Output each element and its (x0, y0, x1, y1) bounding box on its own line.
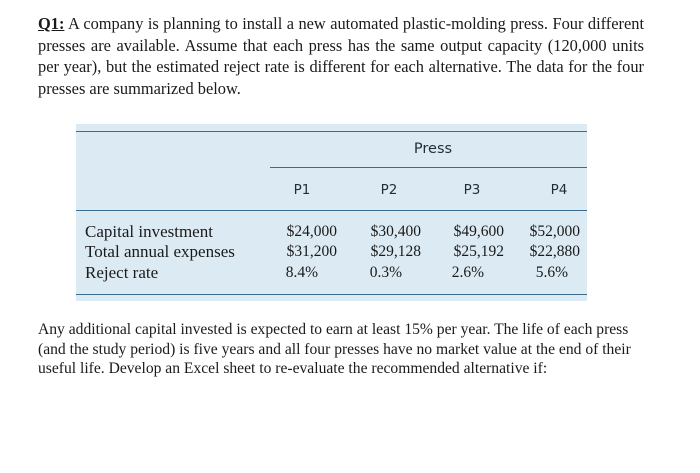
cell-reject-p2: 0.3% (369, 264, 402, 281)
question-label: Q1: (38, 14, 65, 33)
press-header-rule (270, 167, 587, 168)
cell-capital-p2: $30,400 (370, 223, 421, 240)
question-text: A company is planning to install a new automated plastic-molding press. Four different presses are available. Assume that each press has the same output capacity (120,000 units per year), but the estimated reject rate is different for each alternative. The data for the four presses are summarized below. (38, 14, 644, 98)
cell-capital-p4: $52,000 (529, 223, 580, 240)
cell-expenses-p3: $25,192 (453, 243, 504, 260)
row-label-reject-rate: Reject rate (85, 263, 159, 282)
instructions-paragraph: Any additional capital invested is expected to earn at least 15% per year. The life of each press (and the study period) is five years and all four presses have no market value at the end of their useful life. Develop an Excel sheet to re-evaluate the recommended alternative if: (38, 321, 631, 378)
table-bottom-rule (76, 294, 587, 295)
cell-expenses-p1: $31,200 (286, 243, 337, 260)
column-header-p4: P4 (550, 182, 568, 198)
column-header-p3: P3 (463, 182, 481, 198)
cell-expenses-p2: $29,128 (370, 243, 421, 260)
table-top-rule (76, 131, 587, 132)
row-label-total-annual-expenses: Total annual expenses (85, 242, 235, 261)
column-header-p1: P1 (293, 182, 311, 198)
cell-reject-p4: 5.6% (535, 264, 568, 281)
press-data-table (76, 124, 587, 301)
question-paragraph (38, 13, 644, 99)
cell-capital-p1: $24,000 (286, 223, 337, 240)
cell-reject-p3: 2.6% (451, 264, 484, 281)
cell-capital-p3: $49,600 (453, 223, 504, 240)
cell-reject-p1: 8.4% (285, 264, 318, 281)
press-group-header: Press (413, 141, 453, 157)
column-header-p2: P2 (380, 182, 398, 198)
header-separator-rule (76, 210, 587, 211)
cell-expenses-p4: $22,880 (529, 243, 580, 260)
row-label-capital-investment: Capital investment (85, 222, 213, 241)
